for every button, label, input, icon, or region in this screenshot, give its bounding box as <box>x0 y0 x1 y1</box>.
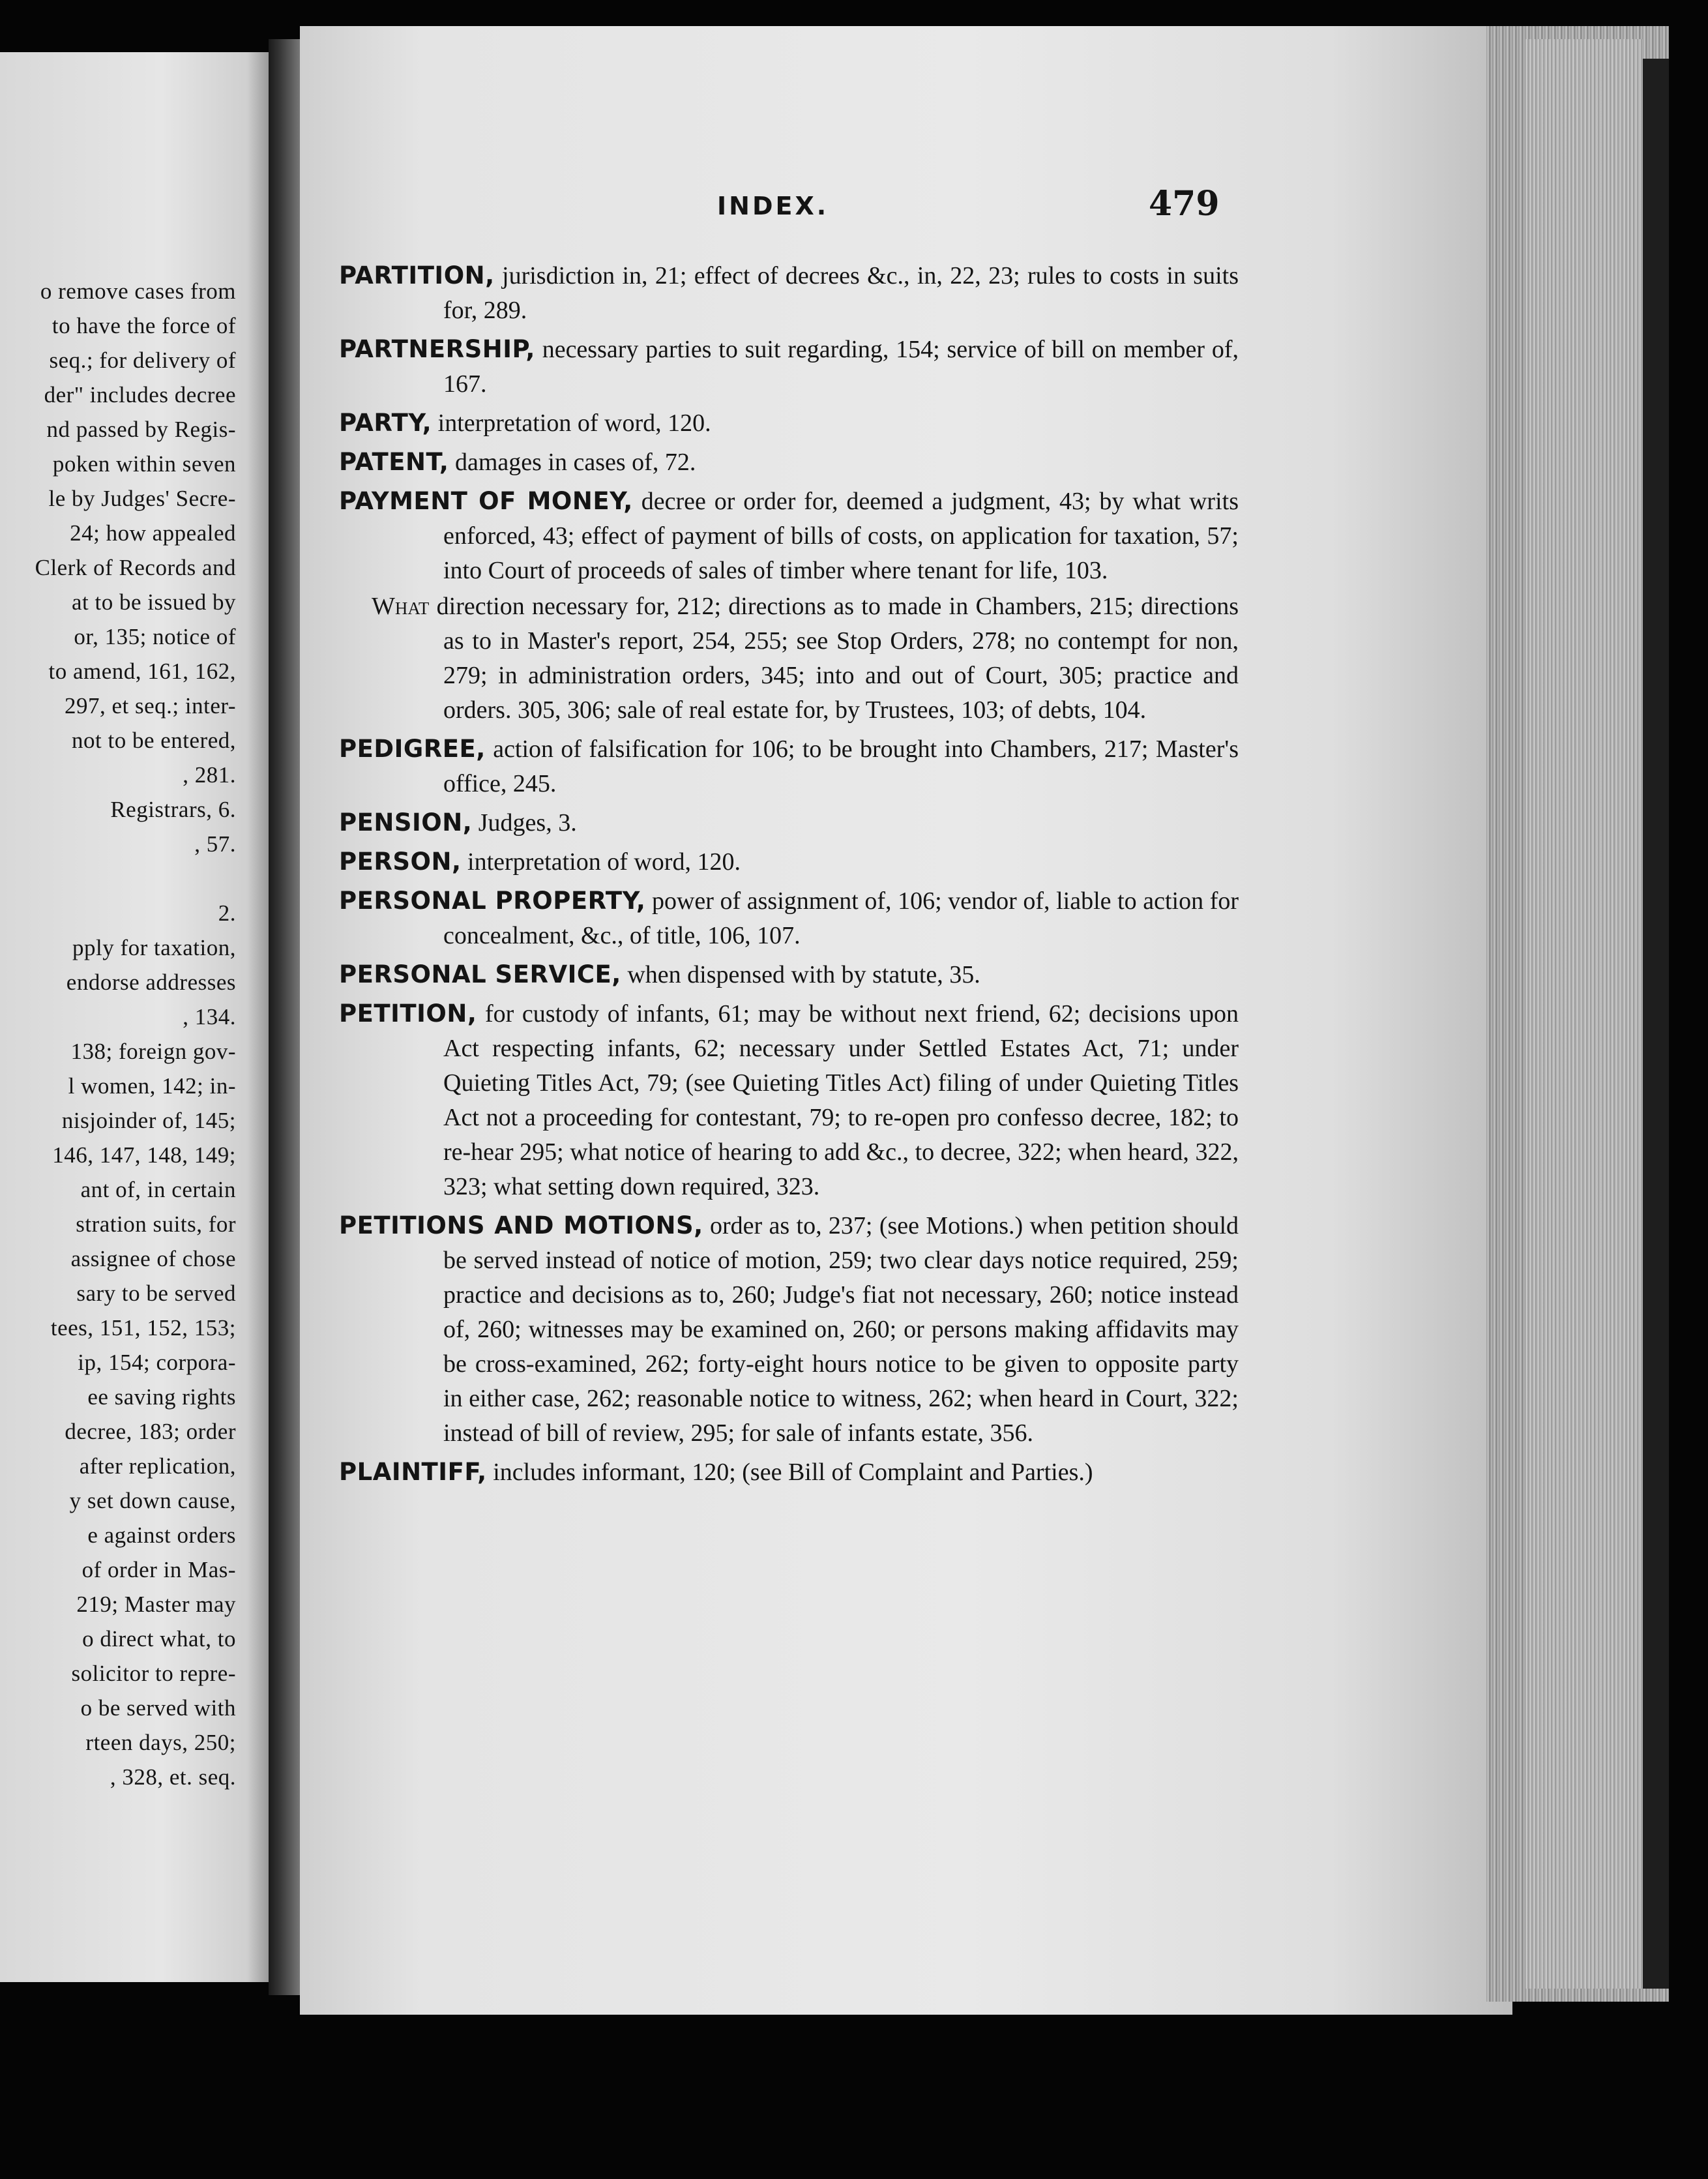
previous-page-line: 24; how appealed <box>70 520 236 546</box>
previous-page-line: solicitor to repre- <box>71 1661 236 1686</box>
index-entry <box>339 589 1239 728</box>
index-entry-text: action of falsification for 106; to be brought into Chambers, 217; Master's office, 245. <box>443 735 1239 797</box>
previous-page-text <box>0 274 236 1794</box>
previous-page-line: ee saving rights <box>87 1384 236 1410</box>
previous-page-line: 146, 147, 148, 149; <box>52 1142 236 1168</box>
index-entry-text: for custody of infants, 61; may be without next friend, 62; decisions upon Act respecting infants, 62; necessary under Settled Estates Act, 71; under Quieting Titles Act, 79; (see Quieting Titles Act) filing of under Quieting Titles Act not a proceeding for contestant, 79; to re-open pro confesso decree, 182; to re-hear 295; what notice of hearing to add &c., to decree, 322; when heard, 322, 323; what setting down required, 323. <box>443 1000 1239 1200</box>
index-entry-text: Judges, 3. <box>472 809 577 837</box>
previous-page-line: pply for taxation, <box>72 935 236 960</box>
previous-page-line: der" includes decree <box>44 382 236 408</box>
previous-page-line: o be served with <box>80 1695 236 1721</box>
index-entry <box>339 1208 1239 1451</box>
index-entry-heading: PERSONAL PROPERTY, <box>339 887 646 915</box>
index-entry-heading: PETITIONS AND MOTIONS, <box>339 1211 703 1239</box>
index-entry-text: order as to, 237; (see Motions.) when petition should be served instead of notice of motion, 259; two clear days notice required, 259; practice and decisions as to, 260; Judge's fiat not necessary, 260; notice instead of, 260; witnesses may be examined on, 260; or persons making affidavits may be cross-examined, 262; forty-eight hours notice to be given to opposite party in either case, 262; reasonable notice to witness, 262; when heard in Court, 322; instead of bill of review, 295; for sale of infants estate, 356. <box>443 1212 1239 1447</box>
index-entry <box>339 957 1239 992</box>
index-entry-text: decree or order for, deemed a judgment, 43; by what writs enforced, 43; effect of payment of bills of costs, on application for taxation, 57; into Court of proceeds of sales of timber where tenant for life, 103. <box>443 488 1239 584</box>
previous-page-line: , 328, et. seq. <box>110 1764 236 1790</box>
index-entry-heading: PATENT, <box>339 448 449 476</box>
previous-page-line: Registrars, 6. <box>110 797 236 822</box>
previous-page-line: poken within seven <box>52 451 236 477</box>
previous-page-line <box>0 861 236 896</box>
index-entry-heading: PAYMENT OF MONEY, <box>339 487 633 515</box>
previous-page-line: Clerk of Records and <box>35 555 236 580</box>
index-entry <box>339 484 1239 588</box>
index-entry-heading: PEDIGREE, <box>339 735 486 763</box>
previous-page-line: to have the force of <box>52 313 236 338</box>
index-entry-text: necessary parties to suit regarding, 154; service of bill on member of, 167. <box>443 336 1239 398</box>
index-entry-text: direction necessary for, 212; directions as to made in Chambers, 215; directions as to in Master's report, 254, 255; see Stop Orders, 278; no contempt for non, 279; in administration orders, 345; into and out of Court, 305; practice and orders. 305, 306; sale of real estate for, by Trustees, 103; of debts, 104. <box>429 593 1239 724</box>
index-entry-text: interpretation of word, 120. <box>432 409 711 437</box>
previous-page-line: 138; foreign gov- <box>70 1039 236 1064</box>
previous-page-line: y set down cause, <box>69 1488 236 1513</box>
previous-page-line: 2. <box>218 900 236 926</box>
index-entry <box>339 996 1239 1204</box>
index-entry-text: jurisdiction in, 21; effect of decrees &c., in, 22, 23; rules to costs in suits for, 289. <box>443 262 1239 324</box>
index-entries <box>339 258 1239 1494</box>
previous-page-line: nd passed by Regis- <box>46 417 236 442</box>
previous-page-line: to amend, 161, 162, <box>48 659 236 684</box>
previous-page-line: o direct what, to <box>82 1626 236 1652</box>
index-entry <box>339 732 1239 801</box>
previous-page-line: tees, 151, 152, 153; <box>50 1315 236 1341</box>
previous-page-line: rteen days, 250; <box>85 1730 236 1755</box>
index-entry-heading: PERSONAL SERVICE, <box>339 960 621 988</box>
previous-page-line: not to be entered, <box>72 728 236 753</box>
previous-page-line: l women, 142; in- <box>68 1073 236 1099</box>
index-entry <box>339 1455 1239 1490</box>
previous-page-line: le by Judges' Secre- <box>48 486 236 511</box>
previous-page-line: 297, et seq.; inter- <box>65 693 236 719</box>
index-entry-heading: PERSON, <box>339 848 462 876</box>
index-entry-text: includes informant, 120; (see Bill of Complaint and Parties.) <box>486 1459 1093 1486</box>
index-entry-heading: PARTNERSHIP, <box>339 335 535 363</box>
index-entry <box>339 258 1239 328</box>
page-number: 479 <box>1149 184 1220 224</box>
previous-page-line: , 57. <box>194 831 236 857</box>
index-entry <box>339 445 1239 480</box>
previous-page-line: stration suits, for <box>76 1211 236 1237</box>
previous-page-line: , 134. <box>183 1004 236 1030</box>
index-entry-heading: What <box>372 593 430 620</box>
previous-page-line: decree, 183; order <box>65 1419 236 1444</box>
previous-page-line: of order in Mas- <box>81 1557 236 1582</box>
index-entry-heading: PENSION, <box>339 808 473 837</box>
book-cover-edge <box>1643 59 1669 1989</box>
previous-page-line: or, 135; notice of <box>74 624 236 649</box>
previous-page-line: assignee of chose <box>70 1246 236 1271</box>
previous-page-fragment <box>0 52 269 1982</box>
running-head: INDEX. <box>717 192 829 220</box>
index-entry-heading: PETITION, <box>339 1000 477 1028</box>
previous-page-line: ant of, in certain <box>80 1177 236 1202</box>
index-entry <box>339 844 1239 880</box>
index-entry-heading: PARTITION, <box>339 261 495 289</box>
previous-page-line: at to be issued by <box>71 589 236 615</box>
index-entry-heading: PLAINTIFF, <box>339 1458 487 1486</box>
index-entry <box>339 883 1239 953</box>
book-gutter <box>269 39 300 1995</box>
index-entry <box>339 406 1239 441</box>
index-entry-heading: PARTY, <box>339 409 432 437</box>
index-entry-text: damages in cases of, 72. <box>449 449 696 476</box>
previous-page-line: ip, 154; corpora- <box>78 1350 236 1375</box>
previous-page-line: sary to be served <box>76 1281 236 1306</box>
previous-page-line: endorse addresses <box>66 970 236 995</box>
previous-page-line: after replication, <box>79 1453 236 1479</box>
index-entry <box>339 805 1239 840</box>
index-entry-text: power of assignment of, 106; vendor of, liable to action for concealment, &c., of title, 106, 107. <box>443 887 1239 949</box>
previous-page-line: nisjoinder of, 145; <box>61 1108 236 1133</box>
previous-page-line: e against orders <box>87 1522 236 1548</box>
index-entry <box>339 332 1239 402</box>
index-entry-text: interpretation of word, 120. <box>461 848 741 876</box>
index-entry-text: when dispensed with by statute, 35. <box>621 961 980 988</box>
previous-page-line: 219; Master may <box>76 1592 236 1617</box>
previous-page-line: seq.; for delivery of <box>49 348 236 373</box>
previous-page-line: o remove cases from <box>40 278 236 304</box>
page-stack-edge-inner <box>1525 39 1643 1989</box>
previous-page-line: , 281. <box>183 762 236 788</box>
